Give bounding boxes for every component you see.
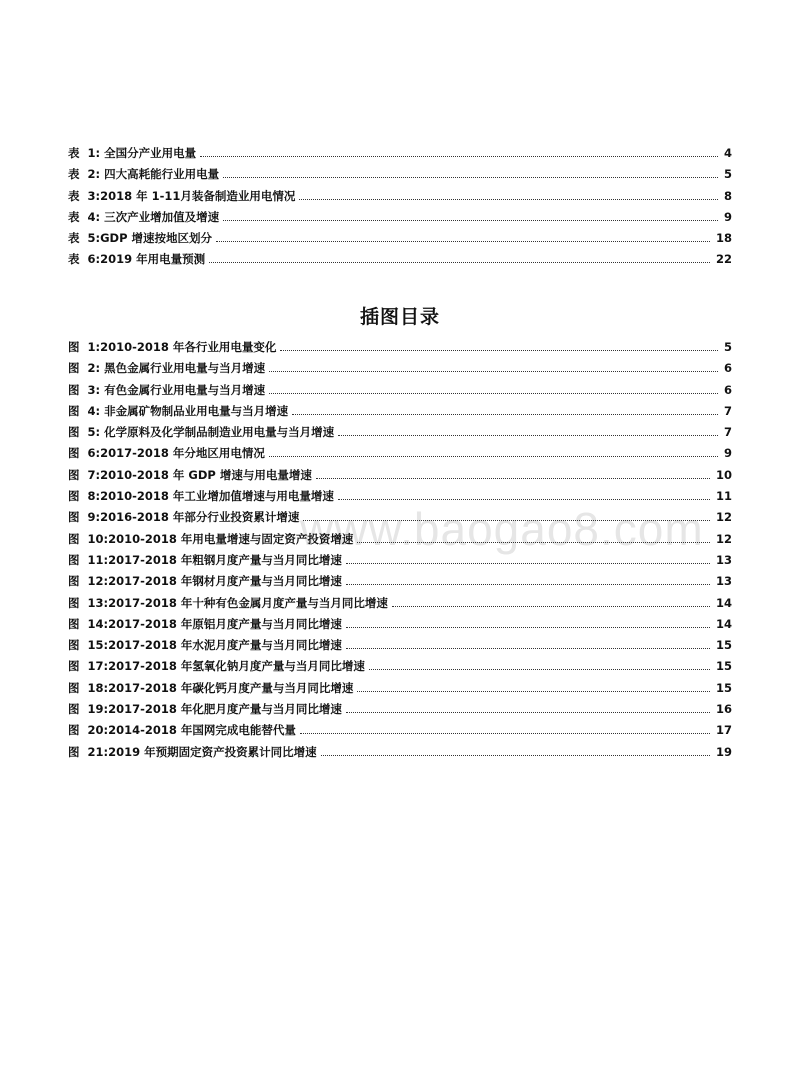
- toc-entry-page: 5: [723, 340, 732, 354]
- toc-leader-dots: [269, 456, 718, 457]
- toc-entry-page: 6: [723, 361, 732, 376]
- toc-leader-dots: [346, 584, 710, 585]
- toc-leader-dots: [357, 691, 710, 692]
- toc-entry-figure-3[interactable]: [68, 382, 732, 403]
- toc-leader-dots: [357, 542, 710, 543]
- toc-entry-figure-7[interactable]: [68, 467, 732, 488]
- toc-entry-figure-20[interactable]: [68, 722, 732, 743]
- toc-entry-label: 图 8:2010-2018 年工业增加值增速与用电量增速: [68, 489, 334, 504]
- toc-entry-page: 9: [723, 446, 732, 461]
- toc-entry-page: 10: [715, 467, 732, 482]
- toc-entry-page: 7: [723, 425, 732, 440]
- toc-entry-figure-15[interactable]: [68, 637, 732, 658]
- toc-leader-dots: [346, 563, 710, 564]
- toc-entry-table-3[interactable]: [68, 188, 732, 209]
- toc-entry-figure-12[interactable]: [68, 573, 732, 594]
- toc-entry-figure-8[interactable]: [68, 488, 732, 509]
- toc-entry-label: 图 10:2010-2018 年用电量增速与固定资产投资增速: [68, 531, 354, 546]
- toc-leader-dots: [209, 262, 710, 263]
- tables-toc: [68, 145, 732, 273]
- toc-entry-figure-5[interactable]: [68, 424, 732, 445]
- toc-entry-label: 图 15:2017-2018 年水泥月度产量与当月同比增速: [68, 638, 342, 653]
- toc-entry-label: 表 2: 四大高耗能行业用电量: [68, 167, 220, 182]
- toc-entry-page: 19: [715, 744, 732, 759]
- toc-entry-figure-11[interactable]: [68, 552, 732, 573]
- toc-entry-label: 表 6:2019 年用电量预测: [68, 252, 206, 267]
- toc-entry-table-2[interactable]: [68, 166, 732, 187]
- toc-entry-page: 12: [715, 531, 732, 546]
- toc-entry-label: 图 12:2017-2018 年钢材月度产量与当月同比增速: [68, 574, 342, 589]
- toc-entry-label: 表 1: 全国分产业用电量: [68, 146, 197, 160]
- toc-leader-dots: [280, 350, 718, 351]
- toc-entry-label: 图 2: 黑色金属行业用电量与当月增速: [68, 361, 266, 376]
- toc-entry-page: 18: [715, 231, 732, 246]
- toc-leader-dots: [369, 669, 710, 670]
- toc-entry-page: 6: [723, 382, 732, 397]
- toc-entry-label: 图 3: 有色金属行业用电量与当月增速: [68, 382, 266, 397]
- toc-entry-page: 7: [723, 403, 732, 418]
- toc-entry-figure-19[interactable]: [68, 701, 732, 722]
- toc-entry-figure-9[interactable]: [68, 509, 732, 530]
- toc-entry-label: 图 20:2014-2018 年国网完成电能替代量: [68, 723, 296, 738]
- toc-entry-figure-10[interactable]: [68, 531, 732, 552]
- toc-entry-label: 图 13:2017-2018 年十种有色金属月度产量与当月同比增速: [68, 595, 388, 610]
- toc-entry-page: 11: [715, 489, 732, 504]
- toc-entry-page: 16: [715, 702, 732, 717]
- toc-entry-page: 15: [715, 680, 732, 695]
- toc-leader-dots: [316, 478, 710, 479]
- toc-entry-page: 4: [723, 146, 732, 160]
- toc-entry-label: 图 19:2017-2018 年化肥月度产量与当月同比增速: [68, 702, 342, 717]
- toc-entry-page: 13: [715, 574, 732, 589]
- toc-entry-page: 15: [715, 638, 732, 653]
- toc-leader-dots: [346, 712, 710, 713]
- toc-entry-label: 图 6:2017-2018 年分地区用电情况: [68, 446, 265, 461]
- toc-entry-page: 17: [715, 723, 732, 738]
- toc-entry-figure-17[interactable]: [68, 658, 732, 679]
- toc-entry-figure-14[interactable]: [68, 616, 732, 637]
- toc-entry-label: 图 7:2010-2018 年 GDP 增速与用电量增速: [68, 467, 312, 482]
- figures-section-title: 插图目录: [359, 306, 440, 328]
- toc-leader-dots: [223, 177, 718, 178]
- toc-entry-figure-21[interactable]: [68, 744, 732, 765]
- toc-leader-dots: [299, 199, 718, 200]
- toc-leader-dots: [303, 520, 710, 521]
- toc-entry-page: 22: [715, 252, 732, 267]
- toc-entry-label: 图 4: 非金属矿物制品业用电量与当月增速: [68, 403, 289, 418]
- toc-leader-dots: [292, 414, 718, 415]
- toc-entry-label: 图 1:2010-2018 年各行业用电量变化: [68, 340, 277, 354]
- toc-entry-label: 表 5:GDP 增速按地区划分: [68, 231, 213, 246]
- toc-leader-dots: [223, 220, 718, 221]
- toc-leader-dots: [346, 627, 710, 628]
- toc-leader-dots: [269, 393, 718, 394]
- toc-entry-figure-4[interactable]: [68, 403, 732, 424]
- toc-entry-label: 表 4: 三次产业增加值及增速: [68, 209, 220, 224]
- watermark: www.baogao8.com: [300, 503, 704, 555]
- toc-entry-table-1[interactable]: [68, 145, 732, 166]
- toc-entry-figure-1[interactable]: [68, 339, 732, 360]
- toc-entry-figure-6[interactable]: [68, 445, 732, 466]
- toc-entry-label: 图 9:2016-2018 年部分行业投资累计增速: [68, 510, 300, 525]
- toc-entry-table-4[interactable]: [68, 209, 732, 230]
- figures-toc: [68, 339, 732, 765]
- toc-entry-label: 表 3:2018 年 1-11月装备制造业用电情况: [68, 188, 296, 203]
- toc-entry-page: 8: [723, 188, 732, 203]
- toc-leader-dots: [338, 499, 710, 500]
- toc-leader-dots: [338, 435, 718, 436]
- toc-entry-figure-2[interactable]: [68, 360, 732, 381]
- toc-entry-label: 图 17:2017-2018 年氢氧化钠月度产量与当月同比增速: [68, 659, 365, 674]
- toc-leader-dots: [300, 733, 710, 734]
- toc-entry-figure-13[interactable]: [68, 595, 732, 616]
- toc-leader-dots: [392, 606, 710, 607]
- toc-leader-dots: [321, 755, 710, 756]
- toc-entry-label: 图 21:2019 年预期固定资产投资累计同比增速: [68, 744, 317, 759]
- toc-entry-page: 5: [723, 167, 732, 182]
- toc-entry-table-5[interactable]: [68, 230, 732, 251]
- toc-entry-page: 14: [715, 595, 732, 610]
- toc-entry-label: 图 5: 化学原料及化学制品制造业用电量与当月增速: [68, 425, 335, 440]
- toc-entry-page: 13: [715, 552, 732, 567]
- toc-entry-label: 图 18:2017-2018 年碳化钙月度产量与当月同比增速: [68, 680, 354, 695]
- toc-entry-page: 14: [715, 616, 732, 631]
- toc-entry-table-6[interactable]: [68, 251, 732, 272]
- toc-entry-figure-18[interactable]: [68, 680, 732, 701]
- toc-entry-label: 图 14:2017-2018 年原铝月度产量与当月同比增速: [68, 616, 342, 631]
- toc-leader-dots: [216, 241, 710, 242]
- toc-leader-dots: [269, 371, 718, 372]
- toc-leader-dots: [200, 156, 718, 157]
- toc-entry-page: 15: [715, 659, 732, 674]
- toc-leader-dots: [346, 648, 710, 649]
- toc-entry-page: 12: [715, 510, 732, 525]
- toc-entry-label: 图 11:2017-2018 年粗钢月度产量与当月同比增速: [68, 552, 342, 567]
- toc-entry-page: 9: [723, 209, 732, 224]
